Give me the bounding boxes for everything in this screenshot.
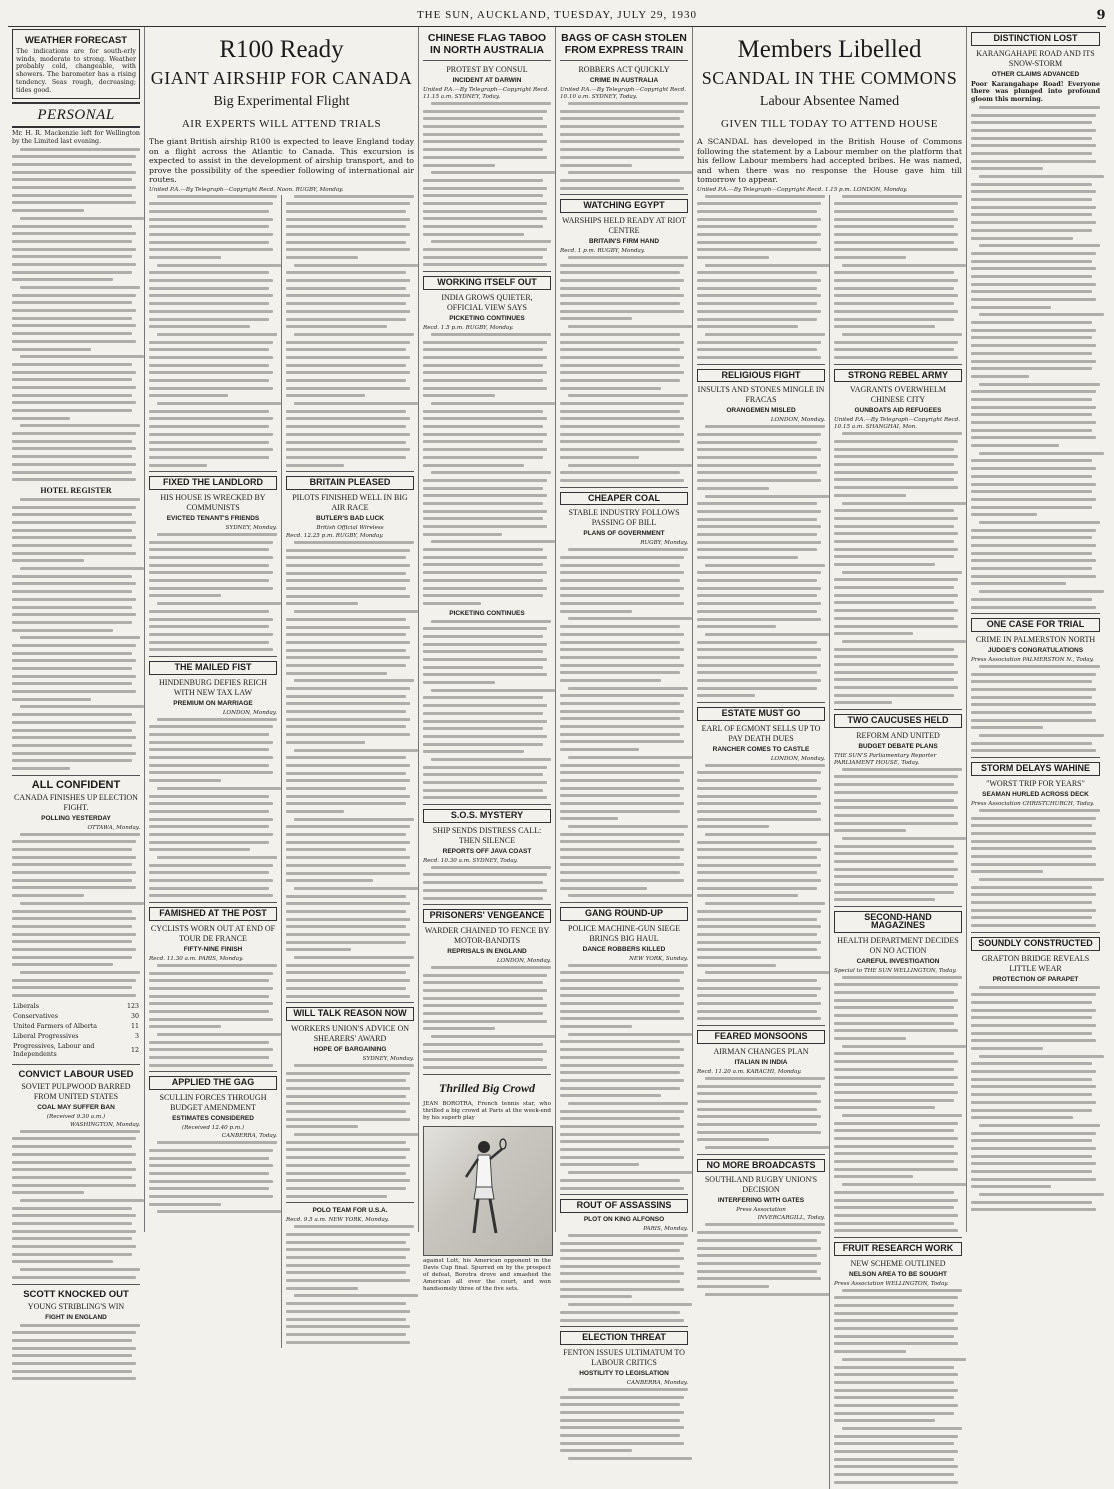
landlord-subhead-2: EVICTED TENANT'S FRIENDS: [166, 514, 260, 522]
trial-subhead-2: JUDGE'S CONGRATULATIONS: [987, 646, 1084, 654]
members-subhead-2: Labour Absentee Named: [759, 94, 900, 109]
famished-subhead: CYCLISTS WORN OUT AT END OF TOUR DE FRANCE: [150, 923, 276, 943]
chinese-flag-subhead: PROTEST BY CONSUL: [446, 65, 528, 74]
columns: [8, 27, 1106, 1386]
article-body-text: [286, 541, 414, 998]
dateline: SYDNEY, Monday.: [225, 524, 277, 531]
talk-reason-headline: WILL TALK REASON NOW: [286, 1007, 414, 1021]
article-body-text: [560, 256, 688, 482]
masthead-title: THE SUN, AUCKLAND, TUESDAY, JULY 29, 1930: [416, 9, 698, 21]
distinction-subhead-2: OTHER CLAIMS ADVANCED: [991, 70, 1080, 78]
distinction-lost-headline: DISTINCTION LOST: [971, 32, 1100, 46]
gang-subhead-2: DANCE ROBBERS KILLED: [582, 945, 666, 953]
wahine-subhead: "WORST TRIP FOR YEARS": [986, 778, 1085, 788]
gag-subhead: SCULLIN FORCES THROUGH BUDGET AMENDMENT: [159, 1093, 267, 1113]
dateline: Press Association PALMERSTON N., Today.: [971, 656, 1094, 663]
estate-subhead-2: RANCHER COMES TO CASTLE: [712, 745, 810, 753]
prisoners-subhead-2: REPRISALS IN ENGLAND: [447, 947, 527, 955]
second-hand-magazines-headline: SECOND-HAND MAGAZINES: [834, 911, 962, 932]
page-number: 9: [1096, 7, 1106, 23]
britain-pleased-subhead: PILOTS FINISHED WELL IN BIG AIR RACE: [292, 492, 408, 512]
caucuses-subhead: REFORM AND UNITED: [856, 730, 940, 740]
gag-subhead-2: ESTIMATES CONSIDERED: [172, 1115, 254, 1123]
article-body-text: [12, 498, 140, 770]
dateline: Special to THE SUN WELLINGTON, Today.: [834, 967, 957, 974]
dateline: United P.A.—By Telegraph—Copyright Recd. 10.10 a.m. SYDNEY, Today.: [560, 87, 687, 100]
dateline: Recd. 1.5 p.m. RUGBY, Monday.: [423, 324, 514, 331]
members-subhead-3: GIVEN TILL TODAY TO ATTEND HOUSE: [721, 118, 938, 130]
estate-must-go-headline: ESTATE MUST GO: [697, 707, 825, 721]
sos-mystery-headline: S.O.S. MYSTERY: [423, 809, 551, 823]
rebel-subhead-2: GUNBOATS AID REFUGEES: [854, 407, 942, 415]
prisoners-vengeance-headline: PRISONERS' VENGEANCE: [423, 909, 551, 923]
column-5: [556, 27, 693, 1386]
article-body-text: [560, 1388, 688, 1460]
dateline: LONDON, Monday.: [770, 755, 825, 762]
dateline: United P.A.—By Telegraph—Copyright Recd. 10.15 a.m. SHANGHAI, Mon.: [834, 417, 961, 431]
dateline: Press Association WELLINGTON, Today.: [834, 1280, 949, 1287]
landlord-subhead: HIS HOUSE IS WRECKED BY COMMUNISTS: [160, 492, 266, 512]
article-body-text: [423, 620, 551, 800]
subcolumn-left: [149, 195, 282, 1349]
cheaper-coal-headline: CHEAPER COAL: [560, 492, 688, 506]
article-body-text: [560, 548, 688, 897]
chinese-flag-headline: CHINESE FLAG TABOO IN NORTH AUSTRALIA: [427, 32, 547, 56]
article-body-text: [697, 195, 825, 359]
column-2-3: [145, 27, 419, 1232]
canada-election-subhead: CANADA FINISHES UP ELECTION FIGHT.: [14, 792, 138, 812]
magazines-subhead-2: CAREFUL INVESTIGATION: [856, 957, 940, 965]
election-subhead: FENTON ISSUES ULTIMATUM TO LABOUR CRITICS: [563, 1347, 685, 1367]
monsoons-subhead: AIRMAN CHANGES PLAN: [713, 1046, 809, 1056]
working-subhead-2: PICKETING CONTINUES: [449, 314, 525, 322]
no-more-broadcasts-headline: NO MORE BROADCASTS: [697, 1159, 825, 1173]
dateline: Recd. 10.30 a.m. SYDNEY, Today.: [423, 857, 518, 864]
article-body-text: [697, 1223, 825, 1295]
fruit-subhead-2: NELSON AREA TO BE SOUGHT: [849, 1270, 947, 1278]
chinese-flag-subhead-2: INCIDENT AT DARWIN: [452, 77, 522, 84]
dateline: LONDON, Monday.: [222, 709, 277, 716]
religious-subhead-2: ORANGEMEN MISLED: [726, 407, 796, 415]
article-body-text: [423, 333, 551, 605]
article-body-text: [697, 425, 825, 697]
column-8: [967, 27, 1104, 1232]
dateline: LONDON, Monday.: [770, 417, 825, 424]
article-body-text: [12, 1324, 140, 1381]
prisoners-subhead: WARDER CHAINED TO FENCE BY MOTOR-BANDITS: [424, 925, 550, 945]
hotel-register-headline: HOTEL REGISTER: [40, 485, 112, 495]
famished-subhead-2: FIFTY-NINE FINISH: [183, 945, 243, 953]
dateline: Recd. 12.25 p.m. RUGBY, Monday.: [286, 532, 384, 539]
dateline: SYDNEY, Monday.: [362, 1055, 414, 1062]
article-body-text: [697, 764, 825, 1021]
table-row: Progressives, Labour and Independents 12: [13, 1042, 139, 1058]
tennis-player-photo: [423, 1126, 553, 1256]
received-line: (Received 9.30 a.m.): [46, 1113, 106, 1120]
cash-subhead-2: CRIME IN AUSTRALIA: [589, 77, 659, 84]
thrilled-crowd-headline: Thrilled Big Crowd: [438, 1080, 536, 1095]
r100-subhead-2: Big Experimental Flight: [213, 94, 350, 109]
wireless-line: British Official Wireless: [316, 524, 384, 531]
broadcasts-subhead: SOUTHLAND RUGBY UNION'S DECISION: [704, 1175, 818, 1195]
famished-headline: FAMISHED AT THE POST: [149, 907, 277, 921]
dateline: LONDON, Monday.: [496, 957, 551, 964]
one-case-for-trial-headline: ONE CASE FOR TRIAL: [971, 618, 1100, 632]
dateline: CANBERRA, Today.: [221, 1133, 277, 1140]
cash-subhead: ROBBERS ACT QUICKLY: [578, 65, 670, 74]
r100-lead: The giant British airship R100 is expected to leave England today on a flight across the Atlantic to Canada. This excursion is expected to assist in the development of airship transport, and to prove the possibility of the speedier following of international air routes.: [149, 137, 414, 184]
dateline: Recd. 11.20 a.m. KARACHI, Monday.: [697, 1068, 802, 1075]
two-caucuses-headline: TWO CAUCUSES HELD: [834, 714, 962, 728]
britain-pleased-subhead-2: BUTLER'S BAD LUCK: [316, 514, 384, 522]
weather-forecast-box: [12, 29, 140, 99]
monsoons-subhead-2: ITALIAN IN INDIA: [734, 1058, 788, 1066]
photo-lead: JEAN BOROTRA, French tennis star, who thrilled a big crowd at Paris at the week-end by his superb play: [423, 1100, 551, 1121]
sos-subhead-2: REPORTS OFF JAVA COAST: [442, 847, 532, 855]
election-subhead-2: HOSTILITY TO LEGISLATION: [579, 1369, 669, 1377]
article-body-text: [834, 432, 962, 704]
gang-subhead: POLICE MACHINE-GUN SIEGE BRINGS BIG HAUL: [568, 923, 680, 943]
talk-reason-subhead-2: HOPE OF BARGAINING: [313, 1045, 387, 1053]
article-body-text: [971, 665, 1100, 753]
article-body-text: [149, 718, 277, 898]
table-row: United Farmers of Alberta 11: [13, 1022, 139, 1030]
assassins-subhead: PLOT ON KING ALFONSO: [583, 1215, 665, 1223]
column-4: [419, 27, 556, 1292]
tennis-player-illustration: [462, 1137, 506, 1237]
dateline: THE SUN'S Parliamentary Reporter PARLIAMENT HOUSE, Today.: [834, 752, 937, 766]
article-body-text: [423, 102, 551, 266]
weather-text: The indications are for south-erly winds, moderate to strong. Weather probably cold, changeable, with showers. The barometer has a rising tendency. Seas rough, decreasing; tides good.: [16, 48, 136, 94]
scott-knocked-out-headline: SCOTT KNOCKED OUT: [23, 1288, 129, 1300]
grafton-subhead: GRAFTON BRIDGE REVEALS LITTLE WEAR: [981, 953, 1090, 973]
article-body-text: [12, 833, 140, 997]
soundly-constructed-headline: SOUNDLY CONSTRUCTED: [971, 937, 1100, 951]
article-body-text: [12, 148, 140, 482]
members-lead: A SCANDAL has developed in the British House of Commons following the statement by a Labour member on the platform that his fellow Labour members had accepted bribes. He was named, and when there was no response the House gave him till tomorrow to appear.: [697, 137, 962, 184]
members-dateline: United P.A.—By Telegraph—Copyright Recd. 1.15 p.m. LONDON, Monday.: [697, 186, 908, 193]
dateline: NEW YORK, Sunday.: [629, 955, 688, 962]
column-1: [8, 27, 145, 1321]
polo-headline: POLO TEAM FOR U.S.A.: [312, 1207, 388, 1215]
election-results-table: [12, 1002, 140, 1060]
watching-egypt-headline: WATCHING EGYPT: [560, 199, 688, 213]
article-body-text: [971, 986, 1100, 1212]
egypt-subhead-2: BRITAIN'S FIRM HAND: [588, 237, 660, 245]
mailed-fist-subhead: HINDENBURG DEFIES REICH WITH NEW TAX LAW: [159, 677, 267, 697]
subcolumn-right: [282, 195, 414, 1349]
fight-subhead: FIGHT IN ENGLAND: [45, 1313, 107, 1321]
coal-subhead: STABLE INDUSTRY FOLLOWS PASSING OF BILL: [568, 508, 680, 528]
members-subhead: SCANDAL IN THE COMMONS: [701, 68, 958, 88]
stribling-subhead: YOUNG STRIBLING'S WIN: [27, 1301, 125, 1311]
article-body-text: [834, 768, 962, 902]
article-body-text: [12, 1130, 140, 1279]
dateline: Recd. 11.30 a.m. PARIS, Monday.: [149, 955, 244, 962]
received-line: (Received 12.40 p.m.): [181, 1125, 245, 1132]
working-subhead: INDIA GROWS QUIETER, OFFICIAL VIEW SAYS: [441, 292, 533, 312]
table-row: Liberals 123: [13, 1002, 139, 1010]
picketing-subhead: PICKETING CONTINUES: [449, 609, 525, 617]
mailed-fist-headline: THE MAILED FIST: [149, 661, 277, 675]
dateline: United P.A.—By Telegraph—Copyright Recd. 11.15 a.m. SYDNEY, Today.: [423, 87, 550, 100]
personal-headline: PERSONAL: [12, 102, 140, 128]
article-body-text: [697, 1077, 825, 1149]
article-body-text: [149, 533, 277, 651]
rebel-subhead: VAGRANTS OVERWHELM CHINESE CITY: [849, 385, 947, 405]
dateline: WASHINGTON, Monday.: [69, 1121, 140, 1128]
article-body-text: [971, 809, 1100, 927]
soviet-pulpwood-subhead: SOVIET PULPWOOD BARRED FROM UNITED STATES: [21, 1081, 131, 1101]
dateline: OTTAWA, Monday.: [87, 824, 140, 831]
article-body-text: [286, 1225, 414, 1343]
article-body-text: [423, 866, 551, 900]
dateline: RUGBY, Monday.: [640, 540, 688, 547]
article-body-text: [286, 1064, 414, 1198]
masthead: [8, 4, 1106, 27]
dateline: Recd. 1 p.m. RUGBY, Monday.: [560, 247, 646, 254]
magazines-subhead: HEALTH DEPARTMENT DECIDES ON NO ACTION: [837, 935, 959, 955]
wahine-subhead-2: SEAMAN HURLED ACROSS DECK: [982, 790, 1089, 798]
mailed-fist-subhead-2: PREMIUM ON MARRIAGE: [173, 699, 253, 707]
election-threat-headline: ELECTION THREAT: [560, 1331, 688, 1345]
article-body-text: [834, 1289, 962, 1484]
working-itself-out-headline: WORKING ITSELF OUT: [423, 276, 551, 290]
broadcasts-subhead-2: INTERFERING WITH GATES: [717, 1197, 805, 1205]
religious-fight-headline: RELIGIOUS FIGHT: [697, 369, 825, 383]
dateline: PARIS, Monday.: [643, 1225, 688, 1232]
coal-subhead-2: PLANS OF GOVERNMENT: [583, 530, 665, 538]
table-row: Conservatives 30: [13, 1012, 139, 1020]
press-association-line: Press Association: [736, 1207, 786, 1214]
article-body-text: [560, 102, 688, 190]
egypt-subhead: WARSHIPS HELD READY AT RIOT CENTRE: [561, 215, 686, 235]
article-body-text: [834, 976, 962, 1233]
trial-subhead: CRIME IN PALMERSTON NORTH: [975, 634, 1096, 644]
article-body-text: [423, 966, 551, 1069]
r100-headline: R100 Ready: [219, 36, 344, 63]
all-confident-headline: ALL CONFIDENT: [31, 778, 121, 791]
strong-rebel-army-headline: STRONG REBEL ARMY: [834, 369, 962, 383]
grafton-subhead-2: PROTECTION OF PARAPET: [992, 975, 1079, 983]
members-libelled-headline: Members Libelled: [737, 36, 922, 63]
subcolumn-right: [830, 195, 962, 1489]
article-body-text: [560, 1234, 688, 1322]
members-article-header: [697, 29, 962, 195]
sos-subhead: SHIP SENDS DISTRESS CALL: THEN SILENCE: [432, 825, 542, 845]
fruit-research-headline: FRUIT RESEARCH WORK: [834, 1242, 962, 1256]
caucuses-subhead-2: BUDGET DEBATE PLANS: [858, 742, 938, 750]
estate-subhead: EARL OF EGMONT SELLS UP TO PAY DEATH DUES: [701, 723, 821, 743]
gag-headline: APPLIED THE GAG: [149, 1076, 277, 1090]
subcolumn-left: [697, 195, 830, 1489]
gang-round-up-headline: GANG ROUND-UP: [560, 907, 688, 921]
talk-reason-subhead: WORKERS UNION'S ADVICE ON SHEARERS' AWARD: [290, 1023, 410, 1043]
weather-headline: WEATHER FORECAST: [24, 35, 128, 46]
cash-stolen-headline: BAGS OF CASH STOLEN FROM EXPRESS TRAIN: [561, 32, 687, 56]
column-6-7: [693, 27, 967, 1287]
article-body-text: [286, 195, 414, 467]
polling-subhead: POLLING YESTERDAY: [41, 814, 111, 822]
storm-delays-wahine-headline: STORM DELAYS WAHINE: [971, 762, 1100, 776]
article-body-text: [971, 106, 1100, 609]
table-row: Liberal Progressives 3: [13, 1032, 139, 1040]
britain-pleased-headline: BRITAIN PLEASED: [286, 476, 414, 490]
article-body-text: [149, 195, 277, 467]
dateline: Press Association CHRISTCHURCH, Today.: [971, 800, 1095, 807]
article-body-text: [834, 195, 962, 359]
distinction-lead: Poor Karangahape Road! Everyone there was plunged into profound gloom this morning.: [971, 80, 1100, 104]
landlord-headline: FIXED THE LANDLORD: [149, 476, 277, 490]
article-body-text: [149, 964, 277, 1067]
article-body-text: [149, 1141, 277, 1213]
r100-dateline: United P.A.—By Telegraph—Copyright Recd. Noon. RUGBY, Monday.: [149, 186, 344, 193]
dateline: INVERCARGILL, Today.: [757, 1215, 825, 1222]
religious-subhead: INSULTS AND STONES MINGLE IN FRACAS: [697, 385, 825, 405]
r100-subhead-3: AIR EXPERTS WILL ATTEND TRIALS: [181, 118, 382, 130]
personal-lead: Mr. H. R. Mackenzie left for Wellington by the Limited last evening.: [12, 130, 140, 145]
rout-assassins-headline: ROUT OF ASSASSINS: [560, 1199, 688, 1213]
article-body-text: [560, 964, 688, 1190]
fruit-subhead: NEW SCHEME OUTLINED: [850, 1258, 946, 1268]
dateline: Recd. 9.5 a.m. NEW YORK, Monday.: [286, 1217, 389, 1224]
photo-caption: against Lott, his American opponent in the Davis Cup final. Spurred on by the prospect of defeat, Borotra drove and smashed the American all over the court, and won handsomely three of the five sets.: [423, 1257, 551, 1292]
convict-labour-headline: CONVICT LABOUR USED: [18, 1068, 134, 1080]
r100-subhead: GIANT AIRSHIP FOR CANADA: [150, 68, 413, 88]
r100-article-header: [149, 29, 414, 195]
feared-monsoons-headline: FEARED MONSOONS: [697, 1030, 825, 1044]
distinction-subhead: KARANGAHAPE ROAD AND ITS SNOW-STORM: [976, 48, 1095, 68]
dateline: CANBERRA, Monday.: [626, 1379, 688, 1386]
coal-ban-subhead: COAL MAY SUFFER BAN: [37, 1103, 115, 1111]
